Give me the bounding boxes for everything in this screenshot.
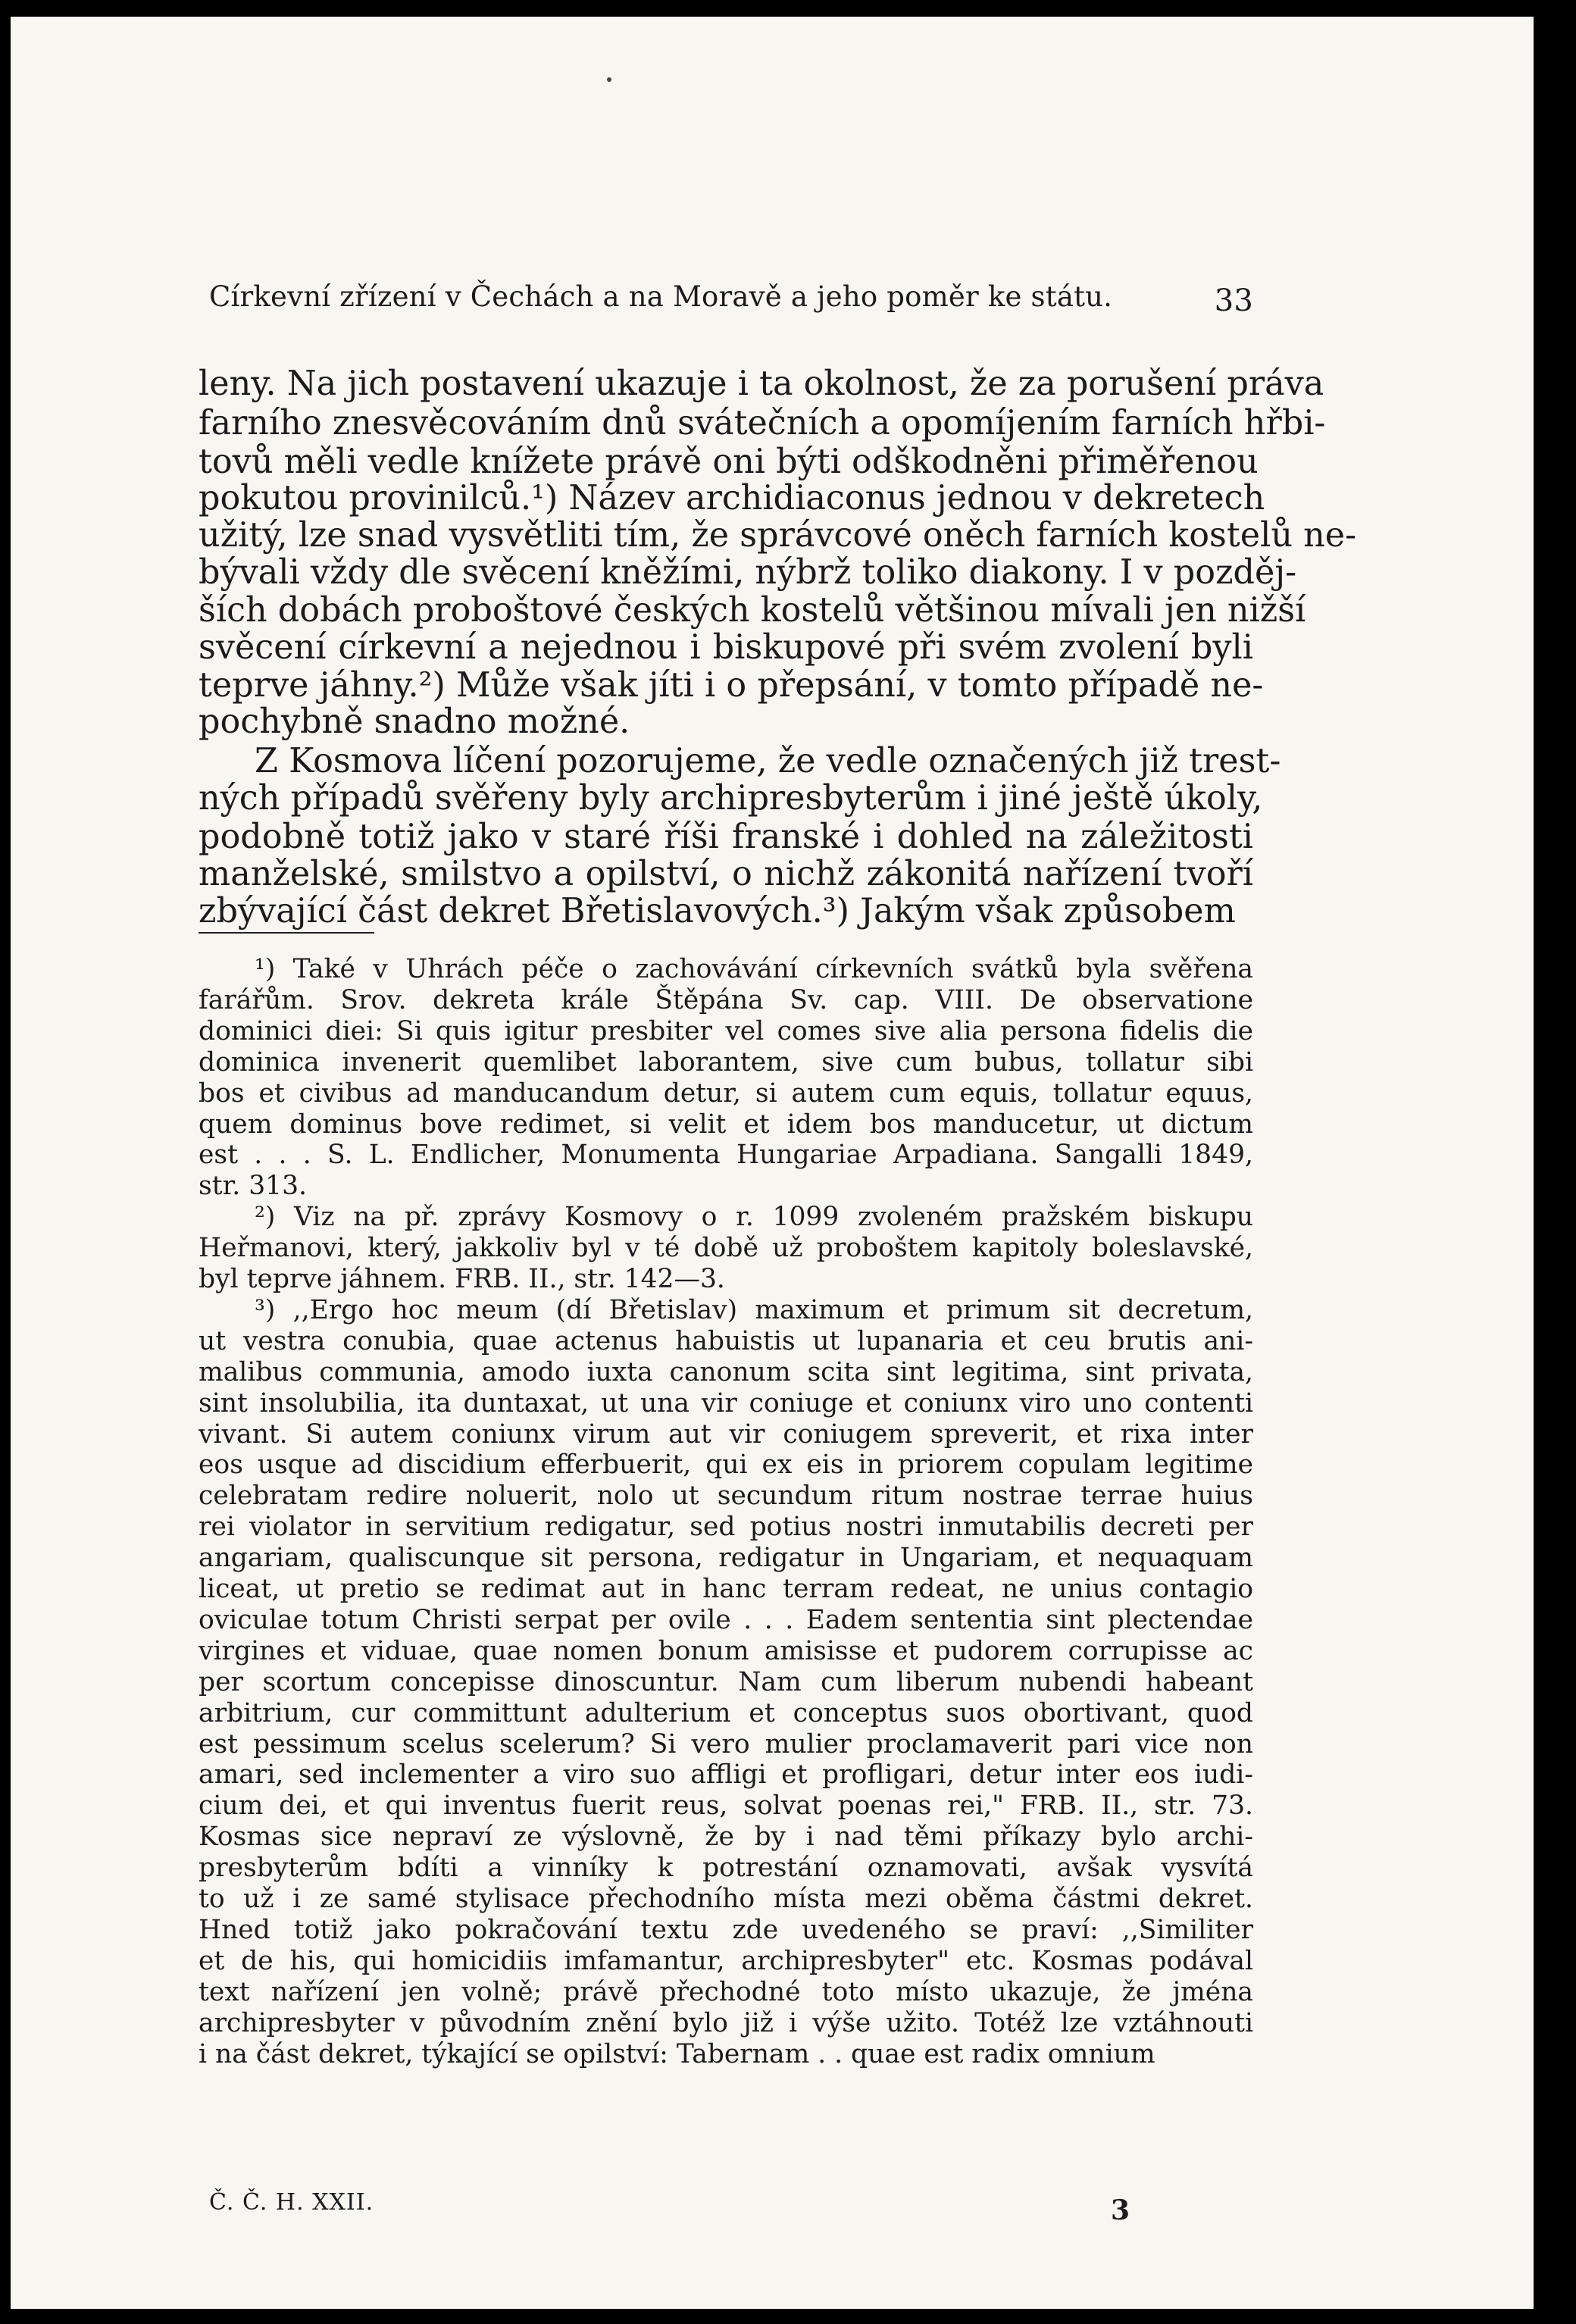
footnote-line: dominici diei: Si quis igitur presbiter vel comes sive alia persona fidelis die <box>199 1016 1253 1046</box>
footnote-line: est pessimum scelus scelerum? Si vero mulier proclamaverit pari vice non <box>199 1729 1253 1759</box>
body-line: manželské, smilstvo a opilství, o nichž zákonitá nařízení tvoří <box>199 855 1253 893</box>
footnote-line: quem dominus bove redimet, si velit et idem bos manducetur, ut dictum <box>199 1109 1253 1140</box>
footnote-line: ³) ,,Ergo hoc meum (dí Břetislav) maximum et primum sit decretum, <box>255 1295 1253 1325</box>
footnote-line: str. 313. <box>199 1171 308 1201</box>
footnote-line: farářům. Srov. dekreta krále Štěpána Sv. cap. VIII. De observatione <box>199 985 1253 1015</box>
footnote-line: cium dei, et qui inventus fuerit reus, solvat poenas rei," FRB. II., str. 73. <box>199 1791 1253 1821</box>
running-title: Církevní zřízení v Čechách a na Moravě a jeho poměr ke státu. <box>209 280 1113 313</box>
footnote-line: arbitrium, cur committunt adulterium et conceptus suos obortivant, quod <box>199 1698 1253 1728</box>
body-line: Z Kosmova líčení pozorujeme, že vedle označených již trest- <box>255 742 1281 780</box>
body-line: tovů měli vedle knížete právě oni býti odškodněni přiměřenou <box>199 443 1259 481</box>
body-line: podobně totiž jako v staré říši franské i dohled na záležitosti <box>199 818 1253 856</box>
footnote-line: et de his, qui homicidiis imfamantur, archipresbyter" etc. Kosmas podával <box>199 1946 1253 1976</box>
footnote-line: text nařízení jen volně; právě přechodné toto místo ukazuje, že jména <box>199 1977 1253 2007</box>
body-line: pokutou provinilců.¹) Název archidiaconus jednou v dekretech <box>199 479 1265 518</box>
body-line: teprve jáhny.²) Může však jíti i o přepsání, v tomto případě ne- <box>199 666 1264 705</box>
body-line: ších dobách proboštové českých kostelů většinou mívali jen nižší <box>199 591 1306 630</box>
footnote-line: est . . . S. L. Endlicher, Monumenta Hungariae Arpadiana. Sangalli 1849, <box>199 1140 1253 1170</box>
footnote-separator <box>199 932 374 934</box>
footnote-line: per scortum concepisse dinoscuntur. Nam cum liberum nubendi habeant <box>199 1667 1253 1697</box>
body-line: bývali vždy dle svěcení kněžími, nýbrž toliko diakony. I v pozděj- <box>199 553 1297 592</box>
footnote-line: byl teprve jáhnem. FRB. II., str. 142—3. <box>199 1264 725 1294</box>
footnote-line: presbyterům bdíti a vinníky k potrestání oznamovati, avšak vysvítá <box>199 1853 1253 1883</box>
footnote-line: ¹) Také v Uhrách péče o zachovávání církevních svátků byla svěřena <box>255 954 1253 984</box>
footnote-line: vivant. Si autem coniunx virum aut vir coniugem spreverit, et rixa inter <box>199 1419 1253 1450</box>
footnote-line: amari, sed inclementer a viro suo affligi et profligari, detur inter eos iudi- <box>199 1759 1253 1790</box>
footnote-line: angariam, qualiscunque sit persona, redigatur in Ungariam, et nequaquam <box>199 1543 1253 1573</box>
body-line: zbývající část dekret Břetislavových.³) Jakým však způsobem <box>199 892 1236 931</box>
footnote-line: i na část dekret, týkající se opilství: Tabernam . . quae est radix omnium <box>199 2039 1155 2069</box>
footnote-line: malibus communia, amodo iuxta canonum scita sint legitima, sint privata, <box>199 1357 1253 1387</box>
sheet-signature: Č. Č. H. XXII. <box>209 2189 374 2216</box>
scan-speck <box>607 77 611 82</box>
body-line: leny. Na jich postavení ukazuje i ta okolnost, že za porušení práva <box>199 364 1324 403</box>
sheet-number: 3 <box>1111 2194 1130 2226</box>
footnote-line: archipresbyter v původním znění bylo již i výše užito. Totéž lze vztáhnouti <box>199 2008 1253 2038</box>
footnote-line: oviculae totum Christi serpat per ovile . . . Eadem sententia sint plectendae <box>199 1605 1253 1635</box>
footnote-line: ut vestra conubia, quae actenus habuistis ut lupanaria et ceu brutis ani- <box>199 1326 1253 1356</box>
footnote-line: sint insolubilia, ita duntaxat, ut una vir coniuge et coniunx viro uno contenti <box>199 1388 1253 1418</box>
scan-border <box>1534 0 1576 2324</box>
footnote-line: Hned totiž jako pokračování textu zde uvedeného se praví: ,,Similiter <box>199 1915 1253 1945</box>
body-line: pochybně snadno možné. <box>199 702 630 741</box>
footnote-line: to už i ze samé stylisace přechodního místa mezi oběma částmi dekret. <box>199 1884 1253 1914</box>
footnote-line: virgines et viduae, quae nomen bonum amisisse et pudorem corrupisse ac <box>199 1636 1253 1666</box>
body-line: farního znesvěcováním dnů svátečních a opomíjením farních hřbi- <box>199 404 1326 443</box>
footnote-line: bos et civibus ad manducandum detur, si autem cum equis, tollatur equus, <box>199 1078 1253 1109</box>
footnote-line: ²) Viz na př. zprávy Kosmovy o r. 1099 zvoleném pražském biskupu <box>255 1202 1253 1232</box>
footnote-line: rei violator in servitium redigatur, sed potius nostri inmutabilis decreti per <box>199 1512 1253 1542</box>
footnote-line: liceat, ut pretio se redimat aut in hanc terram redeat, ne unius contagio <box>199 1574 1253 1604</box>
body-line: svěcení církevní a nejednou i biskupové při svém zvolení byli <box>199 628 1253 667</box>
footnote-line: eos usque ad discidium efferbuerit, qui ex eis in priorem copulam legitime <box>199 1450 1253 1480</box>
running-header <box>209 274 1253 320</box>
book-page <box>11 17 1534 2309</box>
page-number: 33 <box>1214 283 1253 318</box>
footnote-line: Kosmas sice nepraví ze výslovně, že by i nad těmi příkazy bylo archi- <box>199 1822 1253 1852</box>
footnote-line: celebratam redire noluerit, nolo ut secundum ritum nostrae terrae huius <box>199 1481 1253 1511</box>
footnote-line: dominica invenerit quemlibet laborantem, sive cum bubus, tollatur sibi <box>199 1047 1253 1078</box>
body-line: užitý, lze snad vysvětliti tím, že správcové oněch farních kostelů ne- <box>199 516 1357 555</box>
footnote-line: Heřmanovi, který, jakkoliv byl v té době už proboštem kapitoly boleslavské, <box>199 1233 1253 1263</box>
body-line: ných případů svěřeny byly archipresbyterům i jiné ještě úkoly, <box>199 779 1263 818</box>
